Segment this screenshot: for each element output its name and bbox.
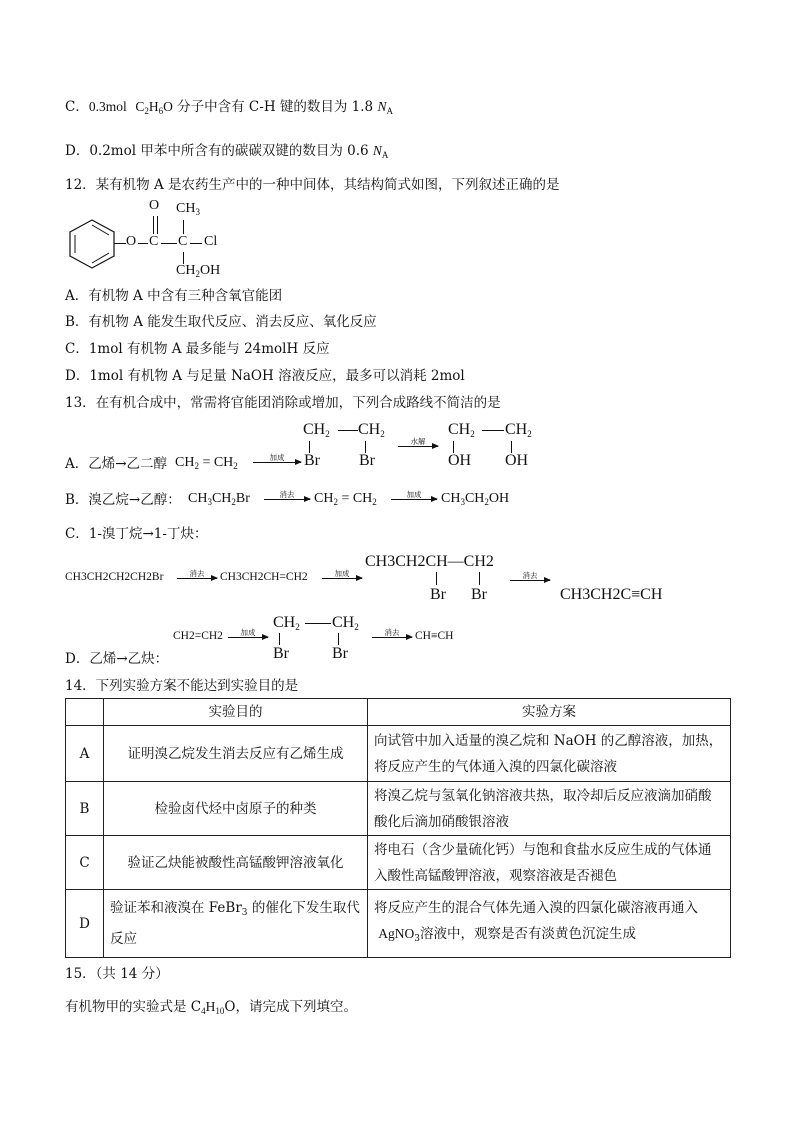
arrow-elimination: 消去 [510, 580, 550, 581]
hydroxyl: OH [448, 452, 472, 469]
row-plan: 将反应产生的混合气体先通入溴的四氯化碳溶液再通入 AgNO$_3$溶液中，观察是否有淡黄色沉淀生成 [368, 890, 731, 958]
table-row [66, 836, 731, 890]
formula: $C_2H_6O$ [135, 99, 173, 116]
option-label: A．乙烯→乙二醇 [65, 456, 168, 472]
row-id: C [66, 836, 104, 890]
row-plan: 向试管中加入适量的溴乙烷和 NaOH 的乙醇溶液，加热，将反应产生的气体通入溴的四氯化碳溶液 [368, 726, 731, 782]
1-bromobutane: CH3CH2CH2CH2Br [65, 571, 164, 583]
q12-option-a: A．有机物 A 中含有三种含氧官能团 [65, 288, 283, 304]
chlorine: Cl [204, 234, 218, 249]
hydroxymethyl-group: $CH_2OH$ [176, 263, 221, 279]
row-plan: 将溴乙烷与氢氧化钠溶液共热，取冷却后反应液滴加硝酸酸化后滴加硝酸银溶液 [368, 782, 731, 836]
dibromobutane: CH3CH2CH—CH2 [365, 553, 494, 570]
avogadro-symbol: N [372, 143, 382, 158]
ethylene: $CH_2 = CH_2$ [314, 491, 377, 507]
ch2-left: $CH_2$ [448, 421, 475, 439]
arrow-addition: 加成 [253, 462, 301, 463]
bromine: Br [359, 452, 375, 469]
option-text: D．0.2mol 甲苯中所含有的碳碳双键的数目为 0.6 [65, 143, 369, 159]
ethylene: CH2=CH2 [173, 630, 223, 642]
row-id: D [66, 890, 104, 958]
acetylene: CH≡CH [415, 630, 454, 642]
ch2-right: $CH_2$ [505, 421, 532, 439]
arrow-elimination: 消去 [372, 637, 412, 638]
table-row [66, 726, 731, 782]
experiment-table [65, 698, 731, 958]
q12-structure [60, 196, 260, 284]
row-id: B [66, 782, 104, 836]
arrow-addition: 加成 [228, 637, 268, 638]
header-cell [66, 699, 104, 726]
bromine: Br [304, 452, 320, 469]
q15-text: 有机物甲的实验式是 $C_4H_{10}O$，请完成下列填空。 [65, 999, 357, 1016]
ch2-left: $CH_2$ [273, 614, 300, 632]
row-id: A [66, 726, 104, 782]
bromoethane: $CH_3CH_2Br$ [188, 491, 250, 507]
q14-stem: 14．下列实验方案不能达到实验目的是 [65, 678, 299, 694]
option-text: 分子中含有 C-H 键的数目为 1.8 [177, 99, 374, 115]
header-purpose: 实验目的 [104, 699, 368, 726]
q12-option-d: D．1mol 有机物 A 与足量 NaOH 溶液反应，最多可以消耗 2mol [65, 368, 465, 384]
ester-oxygen: O [126, 234, 137, 249]
bromine: Br [430, 586, 446, 603]
quaternary-carbon: C [178, 234, 188, 249]
q12-stem: 12．某有机物 A 是农药生产中的一种中间体，其结构简式如图，下列叙述正确的是 [65, 177, 560, 193]
q13-stem: 13．在有机合成中，常需将官能团消除或增加，下列合成路线不简洁的是 [65, 395, 501, 411]
bromine: Br [332, 645, 348, 662]
bromine: Br [471, 586, 487, 603]
arrow-addition: 加成 [391, 499, 437, 500]
table-row [66, 890, 731, 958]
header-plan: 实验方案 [368, 699, 731, 726]
ethanol: $CH_3CH_2OH$ [441, 491, 510, 507]
q11-option-c: C．0.3mol $C_2H_6O$ 分子中含有 C-H 键的数目为 1.8 $N_A$ [65, 99, 393, 116]
q15-stem: 15．（共 14 分） [65, 966, 169, 982]
row-purpose: 检验卤代烃中卤原子的种类 [104, 782, 368, 836]
bromine: Br [273, 645, 289, 662]
arrow-elimination: 消去 [177, 578, 217, 579]
1-butyne: CH3CH2C≡CH [560, 586, 663, 603]
arrow-elimination: 消去 [264, 499, 310, 500]
ethylene: $CH_2 = CH_2$ [175, 455, 238, 471]
option-label: B．溴乙烷→乙醇： [65, 492, 181, 508]
amount: 0.3mol [88, 99, 127, 114]
carbonyl-carbon: C [149, 234, 159, 249]
avogadro-symbol: N [377, 99, 387, 114]
q11-option-d: D．0.2mol 甲苯中所含有的碳碳双键的数目为 0.6 $N_A$ [65, 143, 389, 160]
ch2-left: $CH_2$ [303, 421, 330, 439]
1-butene: CH3CH2CH=CH2 [220, 571, 308, 583]
hydroxyl: OH [505, 452, 529, 469]
benzene-ring-icon [62, 214, 122, 274]
option-label: C．1-溴丁烷→1-丁炔： [65, 526, 208, 542]
methyl-group: $CH_3$ [176, 201, 200, 217]
option-label: D．乙烯→乙炔： [65, 651, 169, 667]
option-letter: C． [65, 99, 89, 115]
row-purpose: 验证苯和液溴在 FeBr$_3$ 的催化下发生取代反应 [104, 890, 368, 958]
arrow-addition: 加成 [322, 578, 362, 579]
row-purpose: 证明溴乙烷发生消去反应有乙烯生成 [104, 726, 368, 782]
q12-option-b: B．有机物 A 能发生取代反应、消去反应、氧化反应 [65, 314, 377, 330]
arrow-hydrolysis: 水解 [398, 446, 438, 447]
row-purpose: 验证乙炔能被酸性高锰酸钾溶液氧化 [104, 836, 368, 890]
table-header-row [66, 699, 731, 726]
ch2-right: $CH_2$ [332, 614, 359, 632]
carbonyl-oxygen: O [149, 198, 160, 213]
table-row [66, 782, 731, 836]
q12-option-c: C．1mol 有机物 A 最多能与 24molH 反应 [65, 341, 330, 357]
row-plan: 将电石（含少量硫化钙）与饱和食盐水反应生成的气体通入酸性高锰酸钾溶液，观察溶液是否褪色 [368, 836, 731, 890]
ch2-right: $CH_2$ [358, 421, 385, 439]
